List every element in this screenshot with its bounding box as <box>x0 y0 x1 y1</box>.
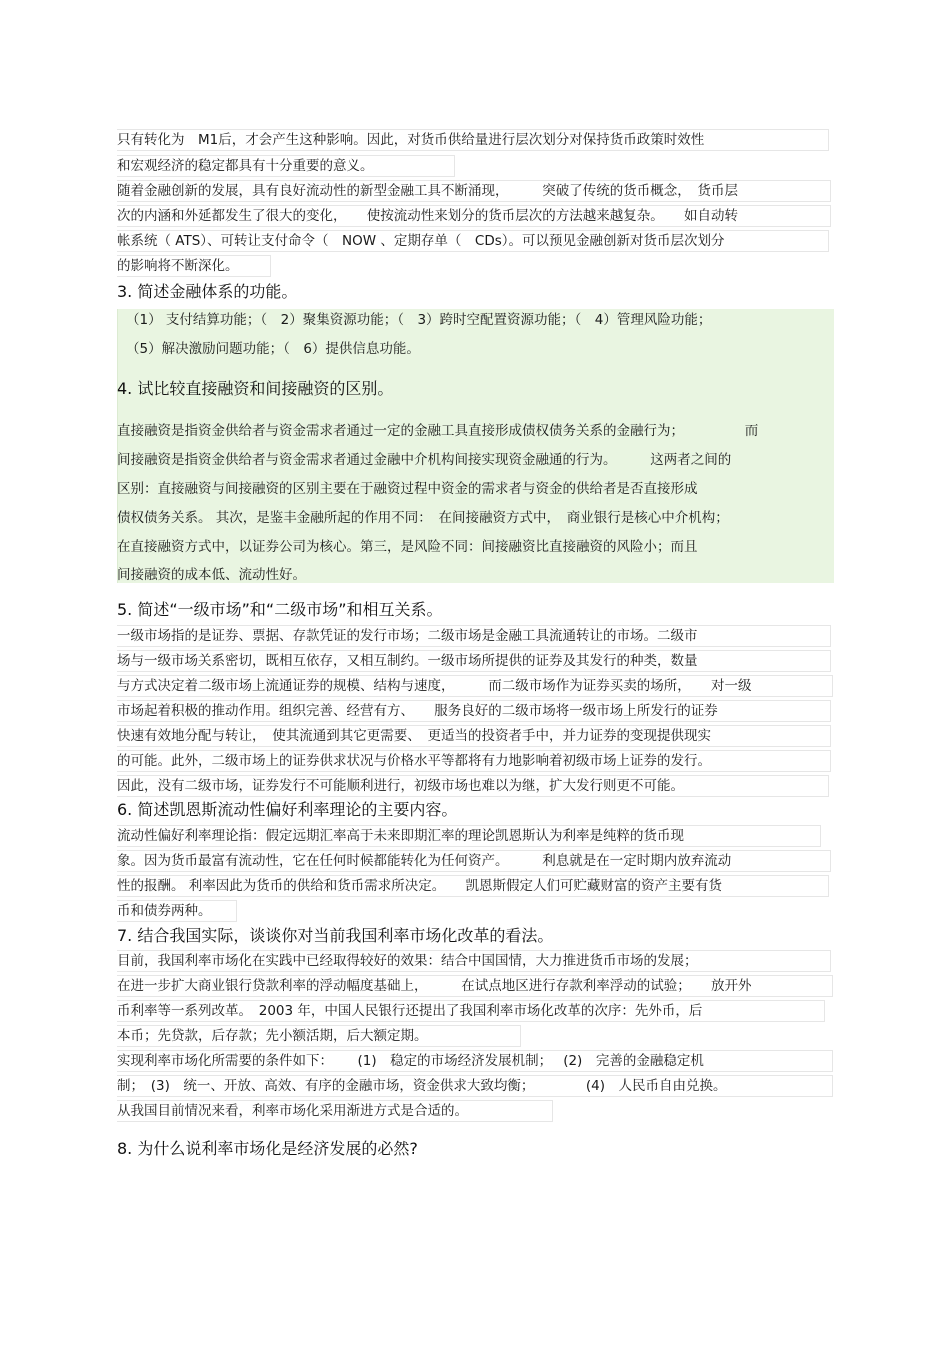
text-line: 币利率等一系列改革。 2003 年，中国人民银行还提出了我国利率市场化改革的次序：先外币，后 <box>117 1000 825 1022</box>
text-line: 间接融资的成本低、流动性好。 <box>117 567 306 583</box>
text-line: （1） 支付结算功能；（ 2）聚集资源功能；（ 3）跨时空配置资源功能；（ 4）管理风险功能； <box>126 312 712 328</box>
text-line: 本币；先贷款，后存款；先小额活期，后大额定期。 <box>117 1025 521 1047</box>
text-line: 在直接融资方式中，以证券公司为核心。第三，是风险不同：间接融资比直接融资的风险小；而且 <box>117 539 698 555</box>
question-heading: 4. 试比较直接融资和间接融资的区别。 <box>117 379 394 398</box>
text-line: 区别：直接融资与间接融资的区别主要在于融资过程中资金的需求者与资金的供给者是否直接形成 <box>117 481 698 497</box>
question-heading: 3. 简述金融体系的功能。 <box>117 282 298 301</box>
question-heading: 5. 简述“一级市场”和“二级市场”和相互关系。 <box>117 600 443 619</box>
question-heading: 8. 为什么说利率市场化是经济发展的必然? <box>117 1139 418 1158</box>
text-line: 一级市场指的是证券、票据、存款凭证的发行市场；二级市场是金融工具流通转让的市场。二级市 <box>117 625 831 647</box>
text-line: 因此，没有二级市场，证券发行不可能顺利进行，初级市场也难以为继，扩大发行则更不可能。 <box>117 775 829 797</box>
text-line: 实现利率市场化所需要的条件如下： (1) 稳定的市场经济发展机制； (2) 完善的金融稳定机 <box>117 1050 833 1072</box>
text-line: 次的内涵和外延都发生了很大的变化， 使按流动性来划分的货币层次的方法越来越复杂。 如自动转 <box>117 205 831 227</box>
text-line: 和宏观经济的稳定都具有十分重要的意义。 <box>117 155 455 177</box>
text-line: 从我国目前情况来看，利率市场化采用渐进方式是合适的。 <box>117 1100 553 1122</box>
text-line: 随着金融创新的发展，具有良好流动性的新型金融工具不断涌现， 突破了传统的货币概念， 货币层 <box>117 180 831 202</box>
text-line: 的影响将不断深化。 <box>117 255 271 277</box>
text-line: 帐系统（ ATS）、可转让支付命令（ NOW 、定期存单（ CDs）。可以预见金融创新对货币层次划分 <box>117 230 829 252</box>
question-heading: 6. 简述凯恩斯流动性偏好利率理论的主要内容。 <box>117 800 458 819</box>
text-line: 目前，我国利率市场化在实践中已经取得较好的效果：结合中国国情，大力推进货币市场的发展； <box>117 950 831 972</box>
text-line: 的可能。此外，二级市场上的证券供求状况与价格水平等都将有力地影响着初级市场上证券的发行。 <box>117 750 831 772</box>
text-line: 币和债券两种。 <box>117 900 237 922</box>
text-line: 快速有效地分配与转让， 使其流通到其它更需要、 更适当的投资者手中，并力证券的变现提供现实 <box>117 725 831 747</box>
text-line: （5）解决激励问题功能；（ 6）提供信息功能。 <box>126 341 420 357</box>
text-line: 流动性偏好利率理论指：假定远期汇率高于未来即期汇率的理论凯恩斯认为利率是纯粹的货币现 <box>117 825 821 847</box>
text-line: 在进一步扩大商业银行贷款利率的浮动幅度基础上， 在试点地区进行存款利率浮动的试验； 放开外 <box>117 975 833 997</box>
text-line: 间接融资是指资金供给者与资金需求者通过金融中介机构间接实现资金融通的行为。 这两者之间的 <box>117 452 732 468</box>
text-line: 象。因为货币最富有流动性，它在任何时候都能转化为任何资产。 利息就是在一定时期内放弃流动 <box>117 850 831 872</box>
text-line: 性的报酬。 利率因此为货币的供给和货币需求所决定。 凯恩斯假定人们可贮藏财富的资产主要有货 <box>117 875 829 897</box>
text-line: 债权债务关系。 其次，是鉴丰金融所起的作用不同： 在间接融资方式中， 商业银行是核心中介机构； <box>117 510 729 526</box>
text-line: 市场起着积极的推动作用。组织完善、经营有方、 服务良好的二级市场将一级市场上所发行的证券 <box>117 700 831 722</box>
text-line: 与方式决定着二级市场上流通证券的规模、结构与速度， 而二级市场作为证券买卖的场所， 对一级 <box>117 675 833 697</box>
text-line: 直接融资是指资金供给者与资金需求者通过一定的金融工具直接形成债权债务关系的金融行为； 而 <box>117 423 759 439</box>
text-line: 场与一级市场关系密切，既相互依存，又相互制约。一级市场所提供的证券及其发行的种类，数量 <box>117 650 831 672</box>
text-line: 只有转化为 M1后，才会产生这种影响。因此，对货币供给量进行层次划分对保持货币政策时效性 <box>117 129 829 151</box>
text-line: 制； (3) 统一、开放、高效、有序的金融市场，资金供求大致均衡； (4) 人民币自由兑换。 <box>117 1075 833 1097</box>
question-heading: 7. 结合我国实际，谈谈你对当前我国利率市场化改革的看法。 <box>117 926 554 945</box>
